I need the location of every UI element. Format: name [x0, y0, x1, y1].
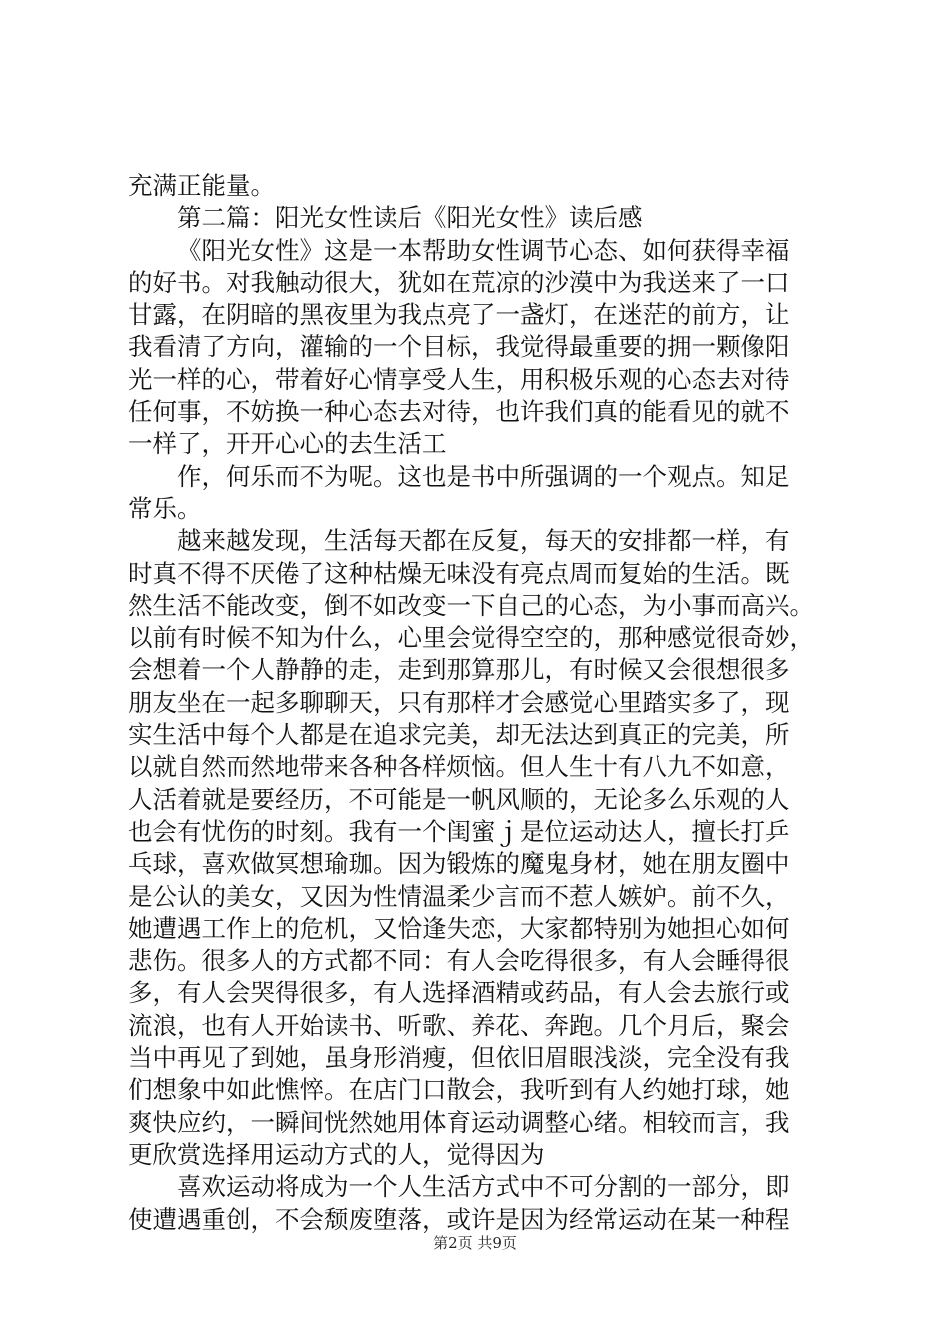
text-line: 《阳光女性》这是一本帮助女性调节心态、如何获得幸福 [177, 235, 790, 265]
text-line: 多，有人会哭得很多，有人选择酒精或药品，有人会去旅行或 [128, 978, 790, 1008]
text-line: 以就自然而然地带来各种各样烦恼。但人生十有八九不如意， [128, 752, 790, 782]
text-line: 她遭遇工作上的危机，又恰逢失恋，大家都特别为她担心如何 [128, 913, 790, 943]
text-line: 流浪，也有人开始读书、听歌、养花、奔跑。几个月后，聚会 [128, 1010, 790, 1040]
text-line: 越来越发现，生活每天都在反复，每天的安排都一样，有 [177, 526, 790, 556]
text-line: 光一样的心，带着好心情享受人生，用积极乐观的心态去对待 [128, 364, 790, 394]
text-line: 充满正能量。 [128, 171, 275, 200]
text-line: 乓球，喜欢做冥想瑜珈。因为锻炼的魔鬼身材，她在朋友圈中 [128, 849, 790, 879]
text-line: 会想着一个人静静的走，走到那算那儿，有时候又会很想很多 [128, 655, 790, 685]
page-footer: 第2页 共9页 [433, 1234, 517, 1252]
text-line: 实生活中每个人都是在追求完美，却无法达到真正的完美，所 [128, 720, 790, 750]
text-line: 常乐。 [128, 493, 202, 523]
text-line: 使遭遇重创，不会颓废堕落，或许是因为经常运动在某一种程 [128, 1204, 790, 1234]
text-line: 也会有忧伤的时刻。我有一个闺蜜ｊ是位运动达人，擅长打乒 [128, 816, 790, 846]
text-line: 是公认的美女，又因为性情温柔少言而不惹人嫉妒。前不久， [128, 881, 790, 911]
text-line: 人活着就是要经历，不可能是一帆风顺的，无论多么乐观的人 [128, 784, 790, 814]
text-line: 爽快应约，一瞬间恍然她用体育运动调整心绪。相较而言，我 [128, 1107, 790, 1137]
text-line: 甘露，在阴暗的黑夜里为我点亮了一盏灯，在迷茫的前方，让 [128, 300, 790, 330]
text-line: 作，何乐而不为呢。这也是书中所强调的一个观点。知足 [177, 461, 790, 491]
text-line: 一样了，开开心心的去生活工 [128, 429, 447, 459]
text-line: 们想象中如此憔悴。在店门口散会，我听到有人约她打球，她 [128, 1075, 790, 1105]
text-line: 喜欢运动将成为一个人生活方式中不可分割的一部分，即 [177, 1172, 790, 1202]
text-line: 以前有时候不知为什么，心里会觉得空空的，那种感觉很奇妙， [128, 623, 814, 653]
text-line: 当中再见了到她，虽身形消瘦，但依旧眉眼浅淡，完全没有我 [128, 1043, 790, 1073]
text-line: 第二篇：阳光女性读后《阳光女性》读后感 [177, 203, 643, 233]
text-line: 朋友坐在一起多聊聊天，只有那样才会感觉心里踏实多了，现 [128, 687, 790, 717]
text-line: 任何事，不妨换一种心态去对待，也许我们真的能看见的就不 [128, 397, 790, 427]
text-line: 我看清了方向，灌输的一个目标，我觉得最重要的拥一颗像阳 [128, 332, 790, 362]
text-line: 时真不得不厌倦了这种枯燥无味没有亮点周而复始的生活。既 [128, 558, 790, 588]
text-line: 悲伤。很多人的方式都不同：有人会吃得很多，有人会睡得很 [128, 946, 790, 976]
text-line: 然生活不能改变，倒不如改变一下自己的心态，为小事而高兴。 [128, 590, 814, 620]
body-text [128, 170, 838, 1236]
text-line: 更欣赏选择用运动方式的人，觉得因为 [128, 1139, 545, 1169]
text-line: 的好书。对我触动很大，犹如在荒凉的沙漠中为我送来了一口 [128, 267, 790, 297]
